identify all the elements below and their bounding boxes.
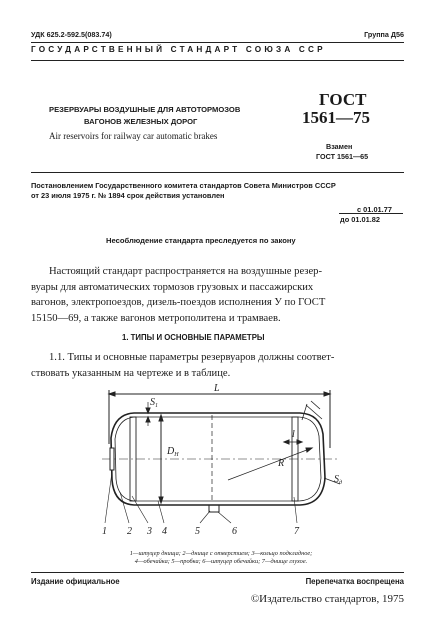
clause-line: 1.1. Типы и основные параметры резервуаров должны соответ- xyxy=(49,352,335,363)
intro-line: вуары для автоматических тормозов грузовых и пассажирских xyxy=(31,281,314,293)
header-divider xyxy=(31,42,404,43)
intro-line: 15150—69, а также вагонов метрополитена и трамваев. xyxy=(31,312,281,324)
drawing-caption xyxy=(31,550,411,566)
standard-banner: ГОСУДАРСТВЕННЫЙ СТАНДАРТ СОЮЗА ССР xyxy=(31,45,326,54)
label-Sd xyxy=(334,474,342,486)
decree-line2: от 23 июля 1975 г. № 1894 срок действия установлен xyxy=(31,191,225,200)
clause-line: ствовать указанным на чертеже и в таблице. xyxy=(31,367,231,379)
group-code: Группа Д56 xyxy=(364,30,404,39)
banner-divider xyxy=(31,60,404,61)
title-ru-line2: ВАГОНОВ ЖЕЛЕЗНЫХ ДОРОГ xyxy=(84,117,198,126)
valid-to: до 01.01.82 xyxy=(340,215,381,224)
footer-divider xyxy=(31,572,404,573)
length-arrow-left xyxy=(109,392,115,396)
label-L: L xyxy=(214,383,220,394)
intro-line: Настоящий стандарт распространяется на воздушные резер- xyxy=(49,266,322,277)
leader-7: 7 xyxy=(294,526,299,537)
replaces-value: ГОСТ 1561—65 xyxy=(316,152,369,161)
title-en: Air reservoirs for railway car automatic brakes xyxy=(49,131,218,141)
law-warning: Несоблюдение стандарта преследуется по закону xyxy=(106,236,296,245)
clause-paragraph xyxy=(31,350,407,381)
label-Sd-main: S xyxy=(334,474,339,485)
leader-2: 2 xyxy=(127,526,132,537)
label-DH-main: D xyxy=(167,446,175,457)
intro-line: вагонов, электропоездов, дизель-поездов исполнения У по ГОСТ xyxy=(31,297,326,308)
caption-line: 1—штуцер днища; 2—днище с отверстием; 3—кольцо подкладное; xyxy=(129,550,313,557)
valid-divider xyxy=(339,213,403,214)
label-R: R xyxy=(278,458,285,469)
leader-6: 6 xyxy=(232,526,237,537)
valid-from: с 01.01.77 xyxy=(357,205,392,214)
leader-3: 3 xyxy=(147,526,152,537)
official-edition: Издание официальное xyxy=(31,577,120,586)
end-fitting-left xyxy=(110,448,114,470)
gost-label: ГОСТ xyxy=(319,90,367,109)
reprint-prohibited: Перепечатка воспрещена xyxy=(305,577,404,586)
decree-line1: Постановлением Государственного комитета стандартов Совета Министров СССР xyxy=(31,181,336,190)
intro-paragraph xyxy=(31,264,407,326)
label-S1-sub: 1 xyxy=(155,403,158,409)
title-divider xyxy=(31,172,404,173)
label-DH-sub: H xyxy=(174,452,179,458)
leader-1: 1 xyxy=(102,526,107,537)
replaces-label: Взамен xyxy=(326,142,353,151)
section-title: 1. ТИПЫ И ОСНОВНЫЕ ПАРАМЕТРЫ xyxy=(122,333,265,342)
caption-line: 4—обечайка; 5—пробка; 6—штуцер обечайки; 7—днище глухое. xyxy=(134,558,308,565)
label-S1 xyxy=(150,397,158,409)
reservoir-drawing xyxy=(88,382,378,544)
length-arrow-right xyxy=(324,392,330,396)
leader-5: 5 xyxy=(195,526,200,537)
label-Sd-sub: д xyxy=(339,480,343,486)
label-S1-main: S xyxy=(150,397,155,408)
udk-code: УДК 625.2-592.5(083.74) xyxy=(31,30,112,39)
title-ru-line1: РЕЗЕРВУАРЫ ВОЗДУШНЫЕ ДЛЯ АВТОТОРМОЗОВ xyxy=(49,105,241,114)
shell-fitting xyxy=(209,505,219,512)
gost-number: 1561—75 xyxy=(302,108,370,127)
copyright: ©Издательство стандартов, 1975 xyxy=(250,593,404,605)
label-DH xyxy=(166,446,179,458)
leader-4: 4 xyxy=(162,526,167,537)
label-l: l xyxy=(292,429,295,440)
